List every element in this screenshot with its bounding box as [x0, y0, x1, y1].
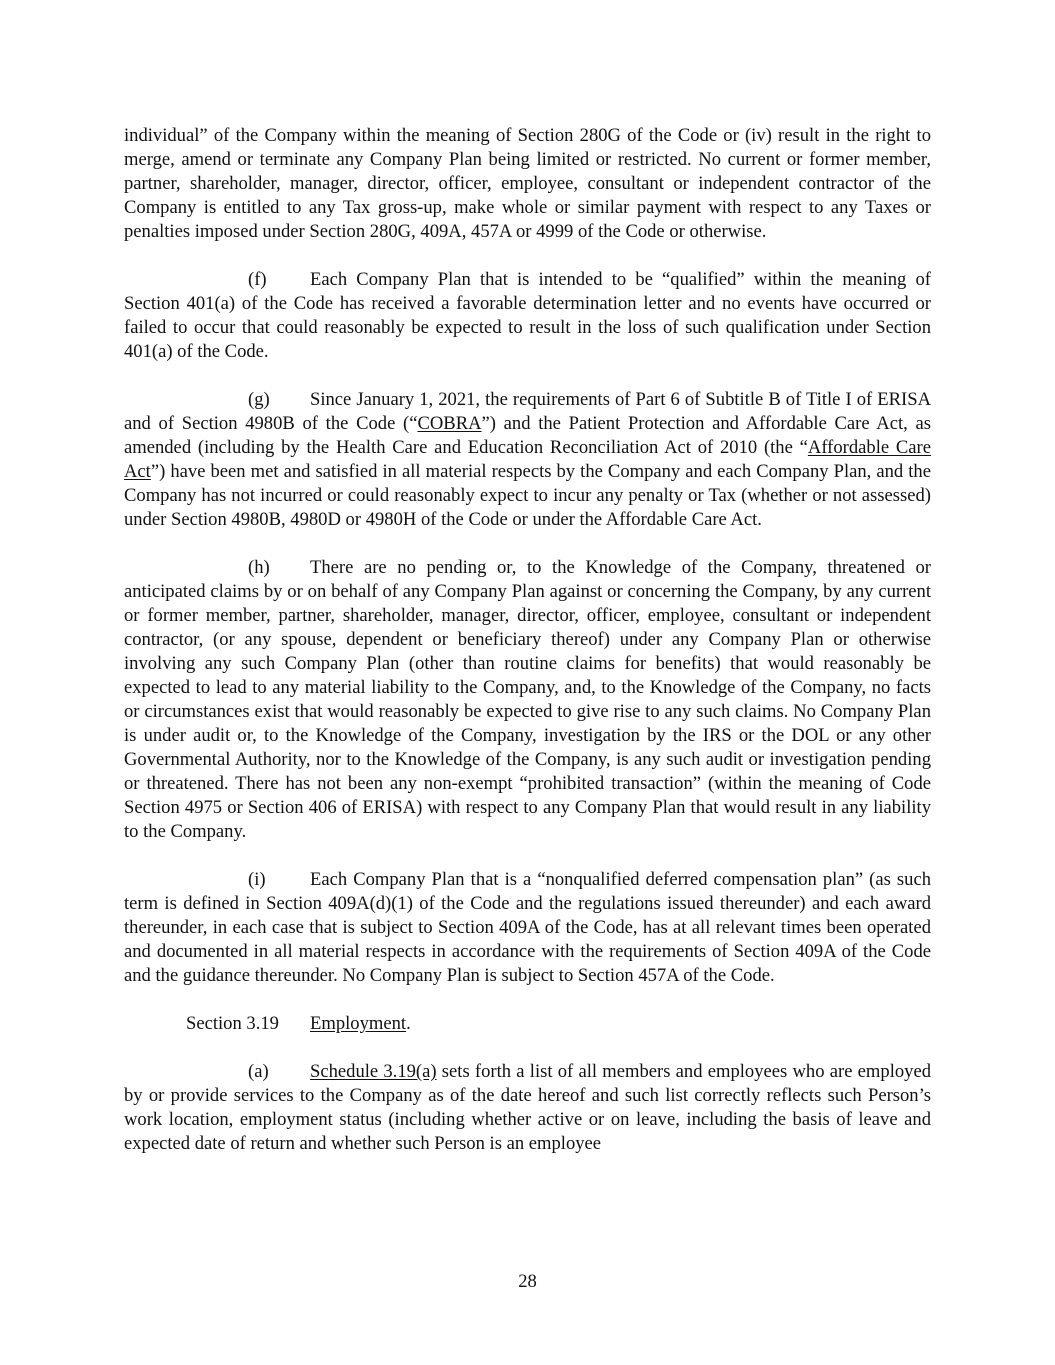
defined-term-cobra: COBRA — [417, 413, 482, 434]
paragraph-label: (f) — [248, 269, 267, 290]
section-heading — [124, 1012, 931, 1036]
paragraph-a — [124, 1060, 931, 1156]
paragraph-i — [124, 868, 931, 988]
paragraph-label: (g) — [248, 389, 270, 410]
schedule-reference: Schedule 3.19(a) — [310, 1061, 437, 1082]
section-number: Section 3.19 — [186, 1013, 279, 1034]
section-title-suffix: . — [406, 1013, 411, 1034]
paragraph-text: Each Company Plan that is intended to be “qualified” within the meaning of Section 401(a) of the Code has received a favorable determination letter and no events have occurred or failed to occur that could reasonably be expected to result in the loss of such qualification under Section 401(a) of the Code. — [124, 269, 931, 362]
paragraph-text: There are no pending or, to the Knowledge of the Company, threatened or anticipated claims by or on behalf of any Company Plan against or concerning the Company, by any current or former member, partner, shareholder, manager, director, officer, employee, consultant or independent contractor, (or any spouse, dependent or beneficiary thereof) under any Company Plan or otherwise involving any such Company Plan (other than routine claims for benefits) that would reasonably be expected to lead to any material liability to the Company, and, to the Knowledge of the Company, no facts or circumstances exist that would reasonably be expected to give rise to any such claims. No Company Plan is under audit or, to the Knowledge of the Company, investigation by the IRS or the DOL or any other Governmental Authority, nor to the Knowledge of the Company, is any such audit or investigation pending or threatened. There has not been any non-exempt “prohibited transaction” (within the meaning of Code Section 4975 or Section 406 of ERISA) with respect to any Company Plan that would result in any liability to the Company. — [124, 557, 931, 842]
paragraph-text: sets forth a list of all members and employees who are employed by or provide services to the Company as of the date hereof and such list correctly reflects such Person’s work location, employment status (including whether active or on leave, including the basis of leave and expected date of return and whether such Person is an employee — [124, 1061, 932, 1154]
paragraph-text: ”) and the Patient Protection and Affordable Care Act, as amended (including by the Health Care and Education Reconciliation Act of 2010 (the “ — [124, 413, 931, 458]
paragraph-h — [124, 556, 931, 844]
paragraph-label: (h) — [248, 557, 270, 578]
paragraph-text: Since January 1, 2021, the requirements of Part 6 of Subtitle B of Title I of ERISA and of Section 4980B of the Code (“ — [124, 389, 931, 434]
document-page — [124, 124, 931, 1180]
paragraph-label: (i) — [248, 869, 266, 890]
section-title: Employment — [310, 1013, 407, 1034]
paragraph-text: ”) have been met and satisfied in all material respects by the Company and each Company Plan, and the Company has not incurred or could reasonably expect to incur any penalty or Tax (whether or not assessed) under Section 4980B, 4980D or 4980H of the Code or under the Affordable Care Act. — [124, 461, 931, 530]
paragraph-g — [124, 388, 931, 532]
paragraph-label: (a) — [248, 1061, 269, 1082]
paragraph-e-continuation: individual” of the Company within the meaning of Section 280G of the Code or (iv) result in the right to merge, amend or terminate any Company Plan being limited or restricted. No current or former member, partner, shareholder, manager, director, officer, employee, consultant or independent contractor of the Company is entitled to any Tax gross-up, make whole or similar payment with respect to any Taxes or penalties imposed under Section 280G, 409A, 457A or 4999 of the Code or otherwise. — [124, 125, 931, 242]
paragraph-text: Each Company Plan that is a “nonqualified deferred compensation plan” (as such term is defined in Section 409A(d)(1) of the Code and the regulations issued thereunder) and each award thereunder, in each case that is subject to Section 409A of the Code, has at all relevant times been operated and documented in all material respects in accordance with the requirements of Section 409A of the Code and the guidance thereunder. No Company Plan is subject to Section 457A of the Code. — [124, 869, 931, 986]
page-number: 28 — [518, 1271, 537, 1292]
defined-term-affordable-care-act: Affordable Care Act — [124, 437, 931, 482]
paragraph-f — [124, 268, 931, 364]
